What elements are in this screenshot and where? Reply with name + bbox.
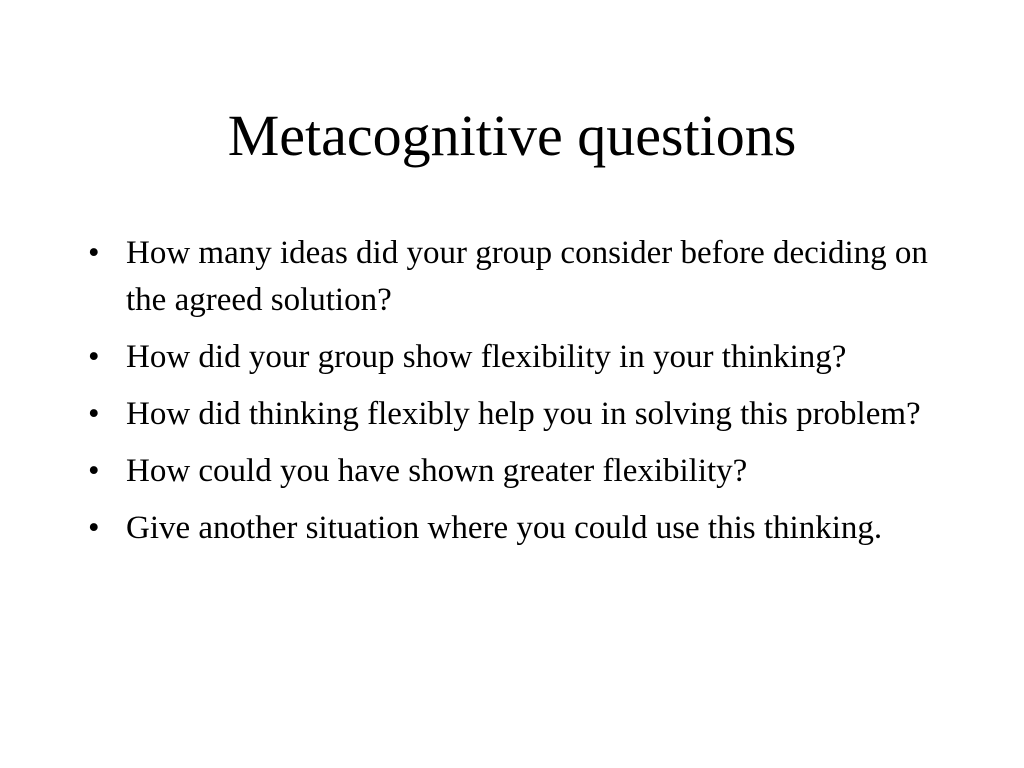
bullet-marker: •	[88, 453, 100, 489]
bullet-marker: •	[88, 339, 100, 375]
bullet-marker: •	[88, 510, 100, 546]
list-item	[84, 230, 944, 324]
list-item	[84, 448, 944, 495]
bullet-marker: •	[88, 235, 100, 271]
bullet-text: Give another situation where you could use this thinking.	[126, 510, 883, 546]
bullet-text: How did your group show flexibility in your thinking?	[126, 339, 847, 375]
list-item	[84, 391, 944, 438]
bullet-text: How did thinking flexibly help you in solving this problem?	[126, 396, 921, 432]
list-item	[84, 505, 944, 552]
list-item	[84, 334, 944, 381]
bullet-list	[84, 230, 944, 562]
bullet-marker: •	[88, 396, 100, 432]
bullet-text: How many ideas did your group consider before deciding on the agreed solution?	[126, 235, 928, 318]
bullet-text: How could you have shown greater flexibility?	[126, 453, 748, 489]
slide-title: Metacognitive questions	[227, 103, 797, 168]
